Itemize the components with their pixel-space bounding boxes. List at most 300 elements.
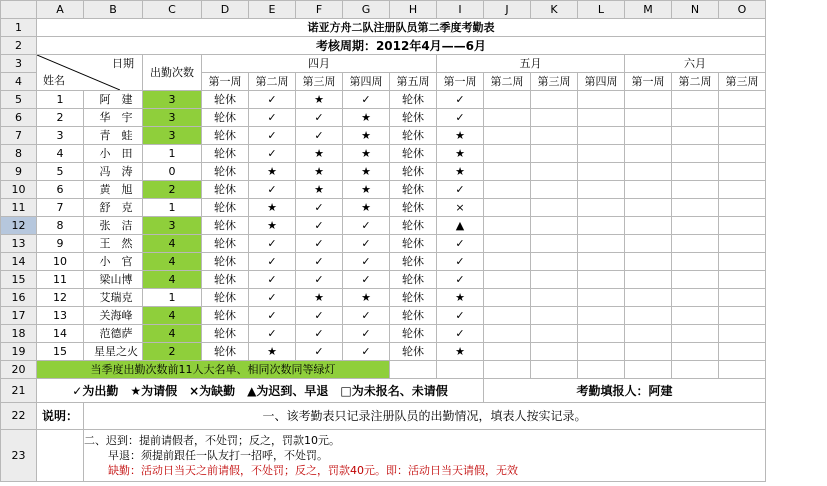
attendance-mark[interactable]: 轮休 <box>390 217 437 235</box>
attendance-mark[interactable]: 轮休 <box>390 127 437 145</box>
attendance-mark[interactable]: ✓ <box>296 199 343 217</box>
attendance-mark[interactable]: 轮休 <box>390 253 437 271</box>
attendance-empty[interactable] <box>672 343 719 361</box>
attendance-mark[interactable]: ✓ <box>343 271 390 289</box>
empty-cell[interactable] <box>672 361 719 379</box>
attendance-empty[interactable] <box>719 199 766 217</box>
week-header-may[interactable]: 第三周 <box>531 73 578 91</box>
column-header[interactable]: E <box>249 1 296 19</box>
attendance-empty[interactable] <box>672 145 719 163</box>
member-number[interactable]: 3 <box>37 127 84 145</box>
attendance-empty[interactable] <box>672 289 719 307</box>
attendance-mark[interactable]: ✓ <box>343 253 390 271</box>
attendance-mark[interactable]: 轮休 <box>390 289 437 307</box>
attendance-mark[interactable]: ✓ <box>296 325 343 343</box>
attendance-mark[interactable]: ★ <box>437 343 484 361</box>
attendance-empty[interactable] <box>625 307 672 325</box>
attendance-mark[interactable]: ★ <box>296 91 343 109</box>
attendance-mark[interactable]: ★ <box>249 343 296 361</box>
attendance-mark[interactable]: ✓ <box>296 307 343 325</box>
attendance-empty[interactable] <box>625 235 672 253</box>
attendance-mark[interactable]: ✓ <box>296 235 343 253</box>
attendance-empty[interactable] <box>578 217 625 235</box>
attendance-empty[interactable] <box>719 253 766 271</box>
attendance-empty[interactable] <box>719 343 766 361</box>
empty-cell[interactable] <box>625 361 672 379</box>
attendance-empty[interactable] <box>578 199 625 217</box>
member-name[interactable]: 青 蛙 <box>84 127 143 145</box>
row-header[interactable]: 4 <box>1 73 37 91</box>
row-header[interactable]: 12 <box>1 217 37 235</box>
attendance-empty[interactable] <box>719 181 766 199</box>
row-header[interactable]: 9 <box>1 163 37 181</box>
attendance-mark[interactable]: ✓ <box>296 217 343 235</box>
member-number[interactable]: 8 <box>37 217 84 235</box>
attendance-empty[interactable] <box>484 289 531 307</box>
attendance-empty[interactable] <box>719 235 766 253</box>
attendance-mark[interactable]: ★ <box>437 145 484 163</box>
attendance-mark[interactable]: ★ <box>343 163 390 181</box>
row-header[interactable]: 7 <box>1 127 37 145</box>
attendance-empty[interactable] <box>719 271 766 289</box>
reporter[interactable]: 考勤填报人：阿建 <box>484 379 766 403</box>
column-header[interactable]: N <box>672 1 719 19</box>
member-number[interactable]: 7 <box>37 199 84 217</box>
member-name[interactable]: 艾瑞克 <box>84 289 143 307</box>
attendance-empty[interactable] <box>531 199 578 217</box>
attendance-mark[interactable]: ★ <box>296 163 343 181</box>
attendance-mark[interactable]: ✓ <box>437 235 484 253</box>
attendance-empty[interactable] <box>625 253 672 271</box>
attendance-mark[interactable]: 轮休 <box>390 343 437 361</box>
member-number[interactable]: 10 <box>37 253 84 271</box>
week-header-june[interactable]: 第二周 <box>672 73 719 91</box>
attendance-empty[interactable] <box>484 307 531 325</box>
column-header[interactable]: M <box>625 1 672 19</box>
attendance-empty[interactable] <box>578 109 625 127</box>
attendance-count[interactable]: 3 <box>143 217 202 235</box>
empty-cell[interactable] <box>531 361 578 379</box>
attendance-mark[interactable]: ✓ <box>343 235 390 253</box>
column-header[interactable]: F <box>296 1 343 19</box>
explain-line-1[interactable]: 一、该考勤表只记录注册队员的出勤情况，填表人按实记录。 <box>84 403 766 430</box>
member-number[interactable]: 9 <box>37 235 84 253</box>
member-number[interactable]: 12 <box>37 289 84 307</box>
member-name[interactable]: 梁山博 <box>84 271 143 289</box>
attendance-empty[interactable] <box>719 127 766 145</box>
attendance-mark[interactable]: ✓ <box>343 217 390 235</box>
attendance-mark[interactable]: 轮休 <box>390 325 437 343</box>
attendance-empty[interactable] <box>672 91 719 109</box>
attendance-empty[interactable] <box>625 127 672 145</box>
week-header-june[interactable]: 第三周 <box>719 73 766 91</box>
attendance-empty[interactable] <box>578 145 625 163</box>
attendance-mark[interactable]: 轮休 <box>202 91 249 109</box>
attendance-mark[interactable]: ★ <box>249 217 296 235</box>
member-name[interactable]: 黄 旭 <box>84 181 143 199</box>
column-header[interactable]: O <box>719 1 766 19</box>
count-header[interactable]: 出勤次数 <box>143 55 202 91</box>
row-header[interactable]: 11 <box>1 199 37 217</box>
member-name[interactable]: 华 宇 <box>84 109 143 127</box>
attendance-mark[interactable]: ★ <box>343 181 390 199</box>
week-header-may[interactable]: 第一周 <box>437 73 484 91</box>
attendance-mark[interactable]: 轮休 <box>202 253 249 271</box>
attendance-mark[interactable]: 轮休 <box>202 271 249 289</box>
attendance-mark[interactable]: ✓ <box>343 307 390 325</box>
row-header[interactable]: 21 <box>1 379 37 403</box>
attendance-count[interactable]: 2 <box>143 181 202 199</box>
explain-label[interactable]: 说明： <box>37 403 84 430</box>
month-april[interactable]: 四月 <box>202 55 437 73</box>
attendance-mark[interactable]: ★ <box>343 289 390 307</box>
attendance-mark[interactable]: ✓ <box>437 109 484 127</box>
attendance-mark[interactable]: 轮休 <box>202 199 249 217</box>
attendance-empty[interactable] <box>531 325 578 343</box>
row-header[interactable]: 18 <box>1 325 37 343</box>
attendance-empty[interactable] <box>578 271 625 289</box>
empty-cell[interactable] <box>484 361 531 379</box>
attendance-count[interactable]: 4 <box>143 325 202 343</box>
attendance-mark[interactable]: ✓ <box>437 181 484 199</box>
attendance-mark[interactable]: ✓ <box>437 253 484 271</box>
week-header-june[interactable]: 第一周 <box>625 73 672 91</box>
attendance-empty[interactable] <box>484 271 531 289</box>
month-june[interactable]: 六月 <box>625 55 766 73</box>
row-header[interactable]: 3 <box>1 55 37 73</box>
attendance-empty[interactable] <box>719 217 766 235</box>
attendance-empty[interactable] <box>625 289 672 307</box>
date-header: 日期 <box>112 57 134 70</box>
sheet-title[interactable]: 诺亚方舟二队注册队员第二季度考勤表 <box>37 19 766 37</box>
member-name[interactable]: 张 洁 <box>84 217 143 235</box>
attendance-mark[interactable]: 轮休 <box>390 235 437 253</box>
attendance-mark[interactable]: × <box>437 199 484 217</box>
attendance-empty[interactable] <box>625 199 672 217</box>
month-may[interactable]: 五月 <box>437 55 625 73</box>
attendance-mark[interactable]: ★ <box>437 289 484 307</box>
row-header[interactable]: 14 <box>1 253 37 271</box>
attendance-empty[interactable] <box>484 145 531 163</box>
attendance-empty[interactable] <box>672 199 719 217</box>
column-header[interactable]: G <box>343 1 390 19</box>
attendance-empty[interactable] <box>484 325 531 343</box>
attendance-count[interactable]: 3 <box>143 127 202 145</box>
attendance-empty[interactable] <box>672 235 719 253</box>
attendance-mark[interactable]: ✓ <box>343 325 390 343</box>
attendance-mark[interactable]: ✓ <box>249 145 296 163</box>
empty-cell[interactable] <box>390 361 437 379</box>
row-header[interactable]: 15 <box>1 271 37 289</box>
attendance-count[interactable]: 3 <box>143 109 202 127</box>
attendance-empty[interactable] <box>625 325 672 343</box>
attendance-mark[interactable]: ✓ <box>296 271 343 289</box>
member-name[interactable]: 舒 克 <box>84 199 143 217</box>
attendance-empty[interactable] <box>484 181 531 199</box>
attendance-mark[interactable]: ★ <box>296 145 343 163</box>
week-header-april[interactable]: 第五周 <box>390 73 437 91</box>
attendance-mark[interactable]: ★ <box>343 145 390 163</box>
attendance-empty[interactable] <box>531 235 578 253</box>
attendance-empty[interactable] <box>484 217 531 235</box>
row-header[interactable]: 19 <box>1 343 37 361</box>
member-name[interactable]: 小 田 <box>84 145 143 163</box>
attendance-empty[interactable] <box>484 127 531 145</box>
attendance-mark[interactable]: ★ <box>296 181 343 199</box>
attendance-mark[interactable]: ★ <box>249 163 296 181</box>
attendance-count[interactable]: 4 <box>143 235 202 253</box>
member-number[interactable]: 2 <box>37 109 84 127</box>
attendance-empty[interactable] <box>578 253 625 271</box>
column-header[interactable]: I <box>437 1 484 19</box>
attendance-mark[interactable]: ✓ <box>249 235 296 253</box>
row-header[interactable]: 10 <box>1 181 37 199</box>
attendance-empty[interactable] <box>578 235 625 253</box>
attendance-empty[interactable] <box>531 217 578 235</box>
attendance-mark[interactable]: 轮休 <box>202 127 249 145</box>
column-header[interactable]: L <box>578 1 625 19</box>
attendance-empty[interactable] <box>484 235 531 253</box>
attendance-empty[interactable] <box>719 307 766 325</box>
attendance-mark[interactable]: ★ <box>343 109 390 127</box>
attendance-empty[interactable] <box>484 163 531 181</box>
attendance-empty[interactable] <box>578 91 625 109</box>
attendance-empty[interactable] <box>672 271 719 289</box>
attendance-empty[interactable] <box>578 307 625 325</box>
row-header[interactable]: 5 <box>1 91 37 109</box>
attendance-empty[interactable] <box>484 199 531 217</box>
column-header[interactable]: B <box>84 1 143 19</box>
attendance-count[interactable]: 3 <box>143 91 202 109</box>
select-all-corner[interactable] <box>1 1 37 19</box>
attendance-mark[interactable]: 轮休 <box>202 289 249 307</box>
attendance-mark[interactable]: 轮休 <box>202 325 249 343</box>
attendance-empty[interactable] <box>719 91 766 109</box>
attendance-empty[interactable] <box>531 163 578 181</box>
attendance-mark[interactable]: 轮休 <box>390 109 437 127</box>
attendance-empty[interactable] <box>625 217 672 235</box>
attendance-empty[interactable] <box>578 181 625 199</box>
green-light-note[interactable]: 当季度出勤次数前11人大名单、相同次数同等绿灯 <box>37 361 390 379</box>
attendance-empty[interactable] <box>484 109 531 127</box>
date-name-diagonal-header[interactable] <box>37 55 143 91</box>
week-header-may[interactable]: 第二周 <box>484 73 531 91</box>
attendance-empty[interactable] <box>531 91 578 109</box>
attendance-mark[interactable]: 轮休 <box>202 163 249 181</box>
week-header-april[interactable]: 第三周 <box>296 73 343 91</box>
attendance-count[interactable]: 1 <box>143 199 202 217</box>
member-number[interactable]: 15 <box>37 343 84 361</box>
attendance-count[interactable]: 2 <box>143 343 202 361</box>
attendance-empty[interactable] <box>672 307 719 325</box>
attendance-empty[interactable] <box>672 217 719 235</box>
attendance-empty[interactable] <box>672 127 719 145</box>
attendance-mark[interactable]: ✓ <box>296 109 343 127</box>
week-header-april[interactable]: 第一周 <box>202 73 249 91</box>
attendance-empty[interactable] <box>531 343 578 361</box>
attendance-mark[interactable]: ✓ <box>249 289 296 307</box>
attendance-mark[interactable]: 轮休 <box>202 145 249 163</box>
attendance-mark[interactable]: ★ <box>437 127 484 145</box>
week-header-may[interactable]: 第四周 <box>578 73 625 91</box>
attendance-empty[interactable] <box>719 289 766 307</box>
attendance-mark[interactable]: ★ <box>249 199 296 217</box>
attendance-empty[interactable] <box>672 163 719 181</box>
member-number[interactable]: 5 <box>37 163 84 181</box>
attendance-empty[interactable] <box>625 271 672 289</box>
attendance-empty[interactable] <box>625 163 672 181</box>
attendance-mark[interactable]: ✓ <box>249 181 296 199</box>
attendance-empty[interactable] <box>578 289 625 307</box>
row-header[interactable]: 22 <box>1 403 37 430</box>
attendance-empty[interactable] <box>625 343 672 361</box>
attendance-mark[interactable]: 轮休 <box>390 181 437 199</box>
member-name[interactable]: 关海峰 <box>84 307 143 325</box>
attendance-mark[interactable]: ✓ <box>296 127 343 145</box>
empty-cell[interactable] <box>37 430 84 482</box>
attendance-count[interactable]: 4 <box>143 307 202 325</box>
member-name[interactable]: 小 官 <box>84 253 143 271</box>
attendance-empty[interactable] <box>484 343 531 361</box>
attendance-mark[interactable]: ✓ <box>249 253 296 271</box>
attendance-empty[interactable] <box>625 181 672 199</box>
attendance-empty[interactable] <box>672 325 719 343</box>
member-name[interactable]: 阿 建 <box>84 91 143 109</box>
member-number[interactable]: 11 <box>37 271 84 289</box>
attendance-empty[interactable] <box>531 127 578 145</box>
attendance-count[interactable]: 1 <box>143 145 202 163</box>
column-header[interactable]: D <box>202 1 249 19</box>
attendance-mark[interactable]: ★ <box>343 127 390 145</box>
attendance-empty[interactable] <box>531 109 578 127</box>
attendance-mark[interactable]: ✓ <box>437 271 484 289</box>
attendance-mark[interactable]: 轮休 <box>202 217 249 235</box>
legend[interactable]: ✓为出勤 ★为请假 ×为缺勤 ▲为迟到、早退 □为未报名、未请假 <box>37 379 484 403</box>
attendance-mark[interactable]: 轮休 <box>202 181 249 199</box>
attendance-empty[interactable] <box>625 145 672 163</box>
attendance-empty[interactable] <box>484 253 531 271</box>
attendance-empty[interactable] <box>625 91 672 109</box>
attendance-mark[interactable]: ✓ <box>343 343 390 361</box>
empty-cell[interactable] <box>437 361 484 379</box>
row-header[interactable]: 2 <box>1 37 37 55</box>
attendance-empty[interactable] <box>672 109 719 127</box>
attendance-mark[interactable]: ▲ <box>437 217 484 235</box>
attendance-mark[interactable]: 轮休 <box>202 235 249 253</box>
empty-cell[interactable] <box>578 361 625 379</box>
attendance-mark[interactable]: 轮休 <box>202 109 249 127</box>
attendance-count[interactable]: 4 <box>143 271 202 289</box>
attendance-mark[interactable]: ✓ <box>249 127 296 145</box>
attendance-count[interactable]: 0 <box>143 163 202 181</box>
column-header[interactable]: H <box>390 1 437 19</box>
attendance-empty[interactable] <box>578 127 625 145</box>
member-number[interactable]: 6 <box>37 181 84 199</box>
attendance-mark[interactable]: ✓ <box>249 91 296 109</box>
attendance-count[interactable]: 4 <box>143 253 202 271</box>
attendance-empty[interactable] <box>672 253 719 271</box>
attendance-mark[interactable]: ✓ <box>249 271 296 289</box>
week-header-april[interactable]: 第二周 <box>249 73 296 91</box>
attendance-mark[interactable]: 轮休 <box>390 271 437 289</box>
attendance-empty[interactable] <box>531 145 578 163</box>
member-name[interactable]: 范德萨 <box>84 325 143 343</box>
attendance-mark[interactable]: ★ <box>296 289 343 307</box>
empty-cell[interactable] <box>719 361 766 379</box>
member-name[interactable]: 王 然 <box>84 235 143 253</box>
member-number[interactable]: 1 <box>37 91 84 109</box>
period-label[interactable]: 考核周期：2012年4月——6月 <box>37 37 766 55</box>
attendance-empty[interactable] <box>578 325 625 343</box>
attendance-empty[interactable] <box>719 109 766 127</box>
attendance-mark[interactable]: 轮休 <box>390 307 437 325</box>
attendance-mark[interactable]: ✓ <box>296 253 343 271</box>
row-header[interactable]: 6 <box>1 109 37 127</box>
attendance-mark[interactable]: ✓ <box>437 91 484 109</box>
column-header[interactable]: J <box>484 1 531 19</box>
row-header[interactable]: 20 <box>1 361 37 379</box>
member-number[interactable]: 13 <box>37 307 84 325</box>
attendance-empty[interactable] <box>531 307 578 325</box>
member-number[interactable]: 4 <box>37 145 84 163</box>
attendance-mark[interactable]: 轮休 <box>390 199 437 217</box>
week-header-april[interactable]: 第四周 <box>343 73 390 91</box>
attendance-mark[interactable]: 轮休 <box>390 91 437 109</box>
column-header[interactable]: C <box>143 1 202 19</box>
row-header[interactable]: 1 <box>1 19 37 37</box>
attendance-empty[interactable] <box>531 253 578 271</box>
attendance-mark[interactable]: ✓ <box>249 325 296 343</box>
row-header[interactable]: 8 <box>1 145 37 163</box>
attendance-mark[interactable]: ✓ <box>296 343 343 361</box>
attendance-mark[interactable]: 轮休 <box>390 145 437 163</box>
attendance-empty[interactable] <box>719 163 766 181</box>
attendance-empty[interactable] <box>719 145 766 163</box>
attendance-mark[interactable]: ✓ <box>437 307 484 325</box>
row-header[interactable]: 13 <box>1 235 37 253</box>
column-header[interactable]: A <box>37 1 84 19</box>
attendance-mark[interactable]: ✓ <box>249 109 296 127</box>
explain-block-2[interactable] <box>84 430 766 482</box>
attendance-empty[interactable] <box>625 109 672 127</box>
row-header[interactable]: 23 <box>1 430 37 482</box>
attendance-empty[interactable] <box>578 163 625 181</box>
attendance-empty[interactable] <box>578 343 625 361</box>
attendance-empty[interactable] <box>672 181 719 199</box>
attendance-mark[interactable]: ✓ <box>343 91 390 109</box>
attendance-mark[interactable]: ★ <box>437 163 484 181</box>
attendance-empty[interactable] <box>484 91 531 109</box>
column-header[interactable]: K <box>531 1 578 19</box>
attendance-empty[interactable] <box>531 289 578 307</box>
row-header[interactable]: 17 <box>1 307 37 325</box>
attendance-mark[interactable]: 轮休 <box>202 343 249 361</box>
member-name[interactable]: 星星之火 <box>84 343 143 361</box>
attendance-count[interactable]: 1 <box>143 289 202 307</box>
attendance-empty[interactable] <box>719 325 766 343</box>
member-name[interactable]: 冯 涛 <box>84 163 143 181</box>
attendance-mark[interactable]: 轮休 <box>390 163 437 181</box>
attendance-mark[interactable]: ✓ <box>437 325 484 343</box>
attendance-empty[interactable] <box>531 271 578 289</box>
member-number[interactable]: 14 <box>37 325 84 343</box>
row-header[interactable]: 16 <box>1 289 37 307</box>
attendance-mark[interactable]: ✓ <box>249 307 296 325</box>
attendance-mark[interactable]: 轮休 <box>202 307 249 325</box>
attendance-mark[interactable]: ★ <box>343 199 390 217</box>
attendance-empty[interactable] <box>531 181 578 199</box>
name-header: 姓名 <box>43 74 65 87</box>
